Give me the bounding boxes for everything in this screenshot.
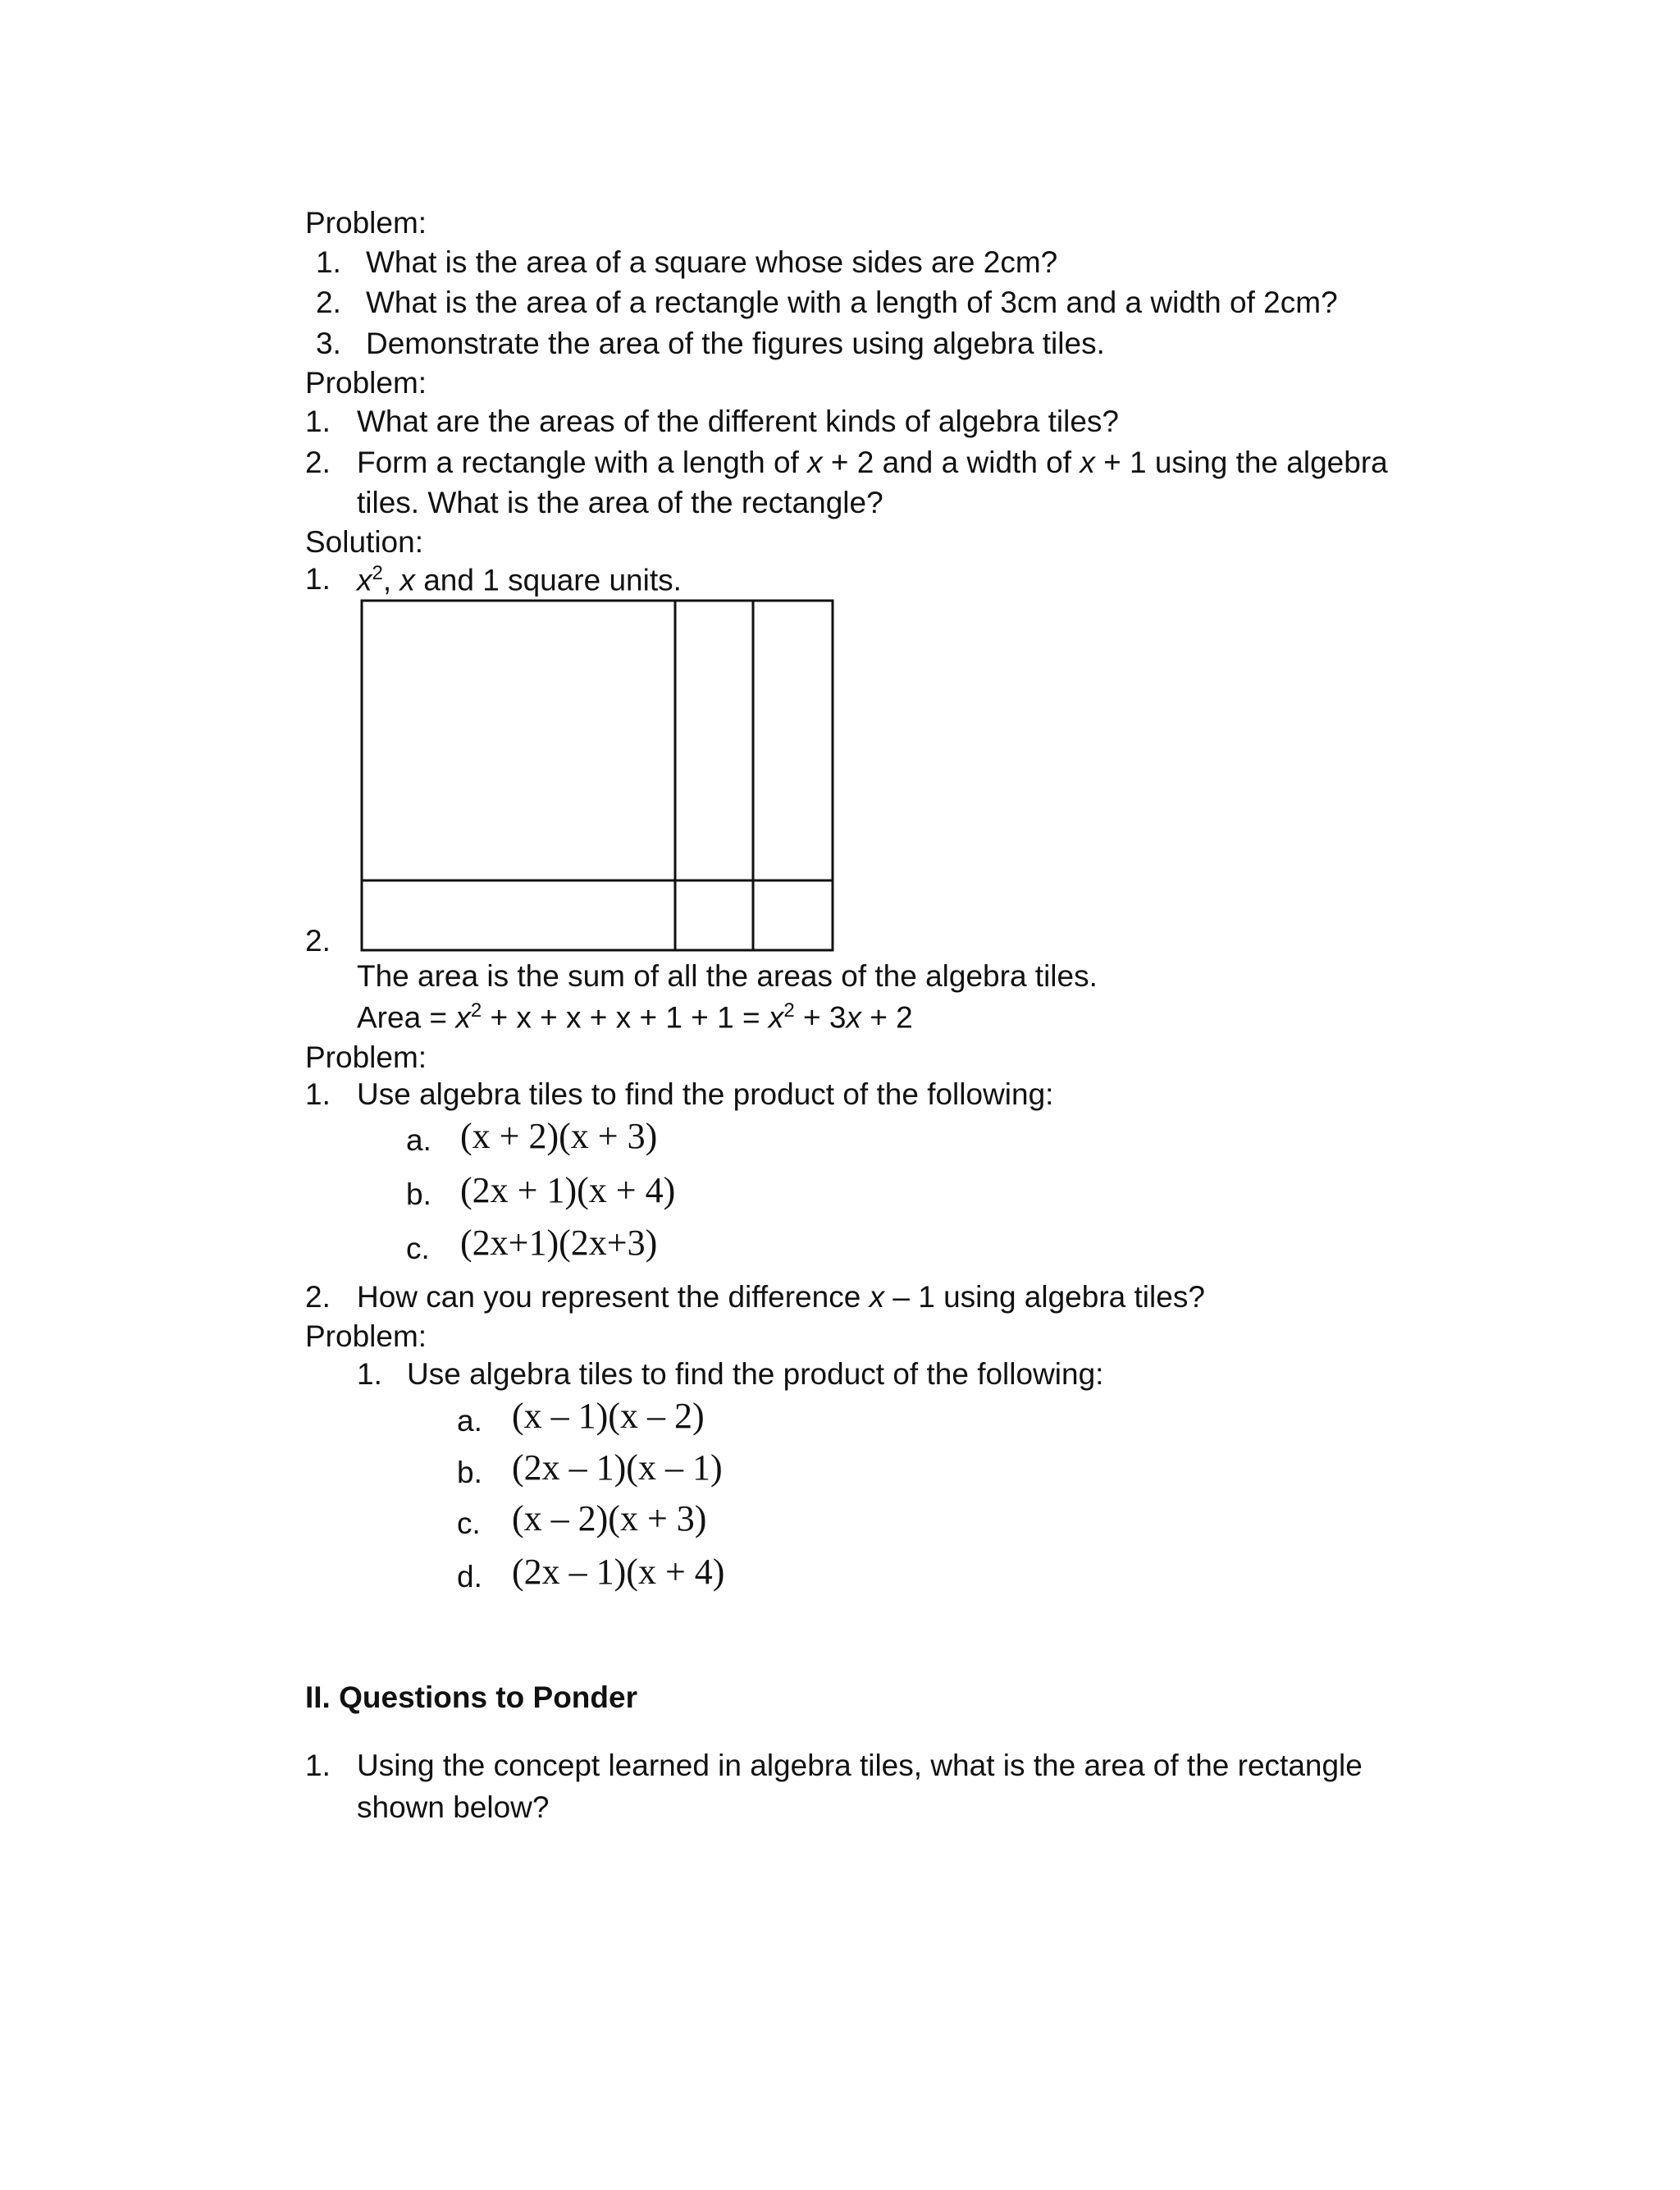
problem-heading-3: Problem: [305,1040,427,1074]
math-expression: (x + 2)(x + 3) [460,1116,658,1156]
list-item: Form a rectangle with a length of x + 2 and a width of x + 1 using the algebra [357,446,1388,479]
list-item: Use algebra tiles to find the product of the following: [357,1077,1054,1111]
problem-heading-1: Problem: [305,206,427,240]
sub-label: b. [406,1177,431,1211]
list-item: Use algebra tiles to find the product of the following: [407,1357,1104,1391]
list-item: Using the concept learned in algebra tiles, what is the area of the rectangle [357,1749,1363,1782]
list-number: 2. [305,924,331,958]
list-item: What is the area of a rectangle with a length of 3cm and a width of 2cm? [366,286,1338,319]
list-number: 2. [305,1280,331,1314]
list-item-continuation: shown below? [357,1790,550,1824]
problem-heading-2: Problem: [305,366,427,400]
area-equation: Area = $x^2 + x + x + x + 1 + 1 = x^2 + 3x + 2$ [357,999,913,1035]
math-expression: (2x – 1)(x – 1) [512,1447,723,1488]
list-number: 2. [316,286,341,319]
math-expression: (2x + 1)(x + 4) [460,1170,676,1210]
explanation-text: The area is the sum of all the areas of the algebra tiles. [357,959,1098,993]
sub-label: c. [457,1506,481,1540]
solution-heading: Solution: [305,525,423,559]
math-expression: (x – 2)(x + 3) [512,1498,707,1538]
sub-label: a. [406,1123,431,1157]
sub-label: d. [457,1560,482,1593]
math-expression: (x – 1)(x – 2) [512,1396,705,1436]
list-number: 1. [305,1749,331,1782]
list-number: 1. [305,1077,331,1111]
sub-label: c. [406,1232,430,1265]
x-squared-tile-region [362,601,833,950]
problem-heading-4: Problem: [305,1319,427,1353]
list-item: What is the area of a square whose sides are 2cm? [366,245,1058,279]
list-number: 3. [316,327,341,360]
list-number: 1. [305,562,331,596]
section-title: II. Questions to Ponder [305,1680,637,1714]
list-number: 2. [305,446,331,479]
list-number: 1. [305,405,331,438]
list-item: How can you represent the difference x – 1 using algebra tiles? [357,1280,1205,1314]
list-number: 1. [357,1357,382,1391]
list-item-continuation: tiles. What is the area of the rectangle? [357,486,883,519]
math-expression: (2x+1)(2x+3) [460,1223,658,1263]
list-number: 1. [316,245,341,279]
list-item: $x^2$, x and 1 square units. [357,562,682,597]
list-item: What are the areas of the different kinds of algebra tiles? [357,405,1119,438]
sub-label: b. [457,1456,482,1489]
list-item: Demonstrate the area of the figures using algebra tiles. [366,327,1105,360]
sub-label: a. [457,1404,482,1438]
math-expression: (2x – 1)(x + 4) [512,1552,725,1592]
